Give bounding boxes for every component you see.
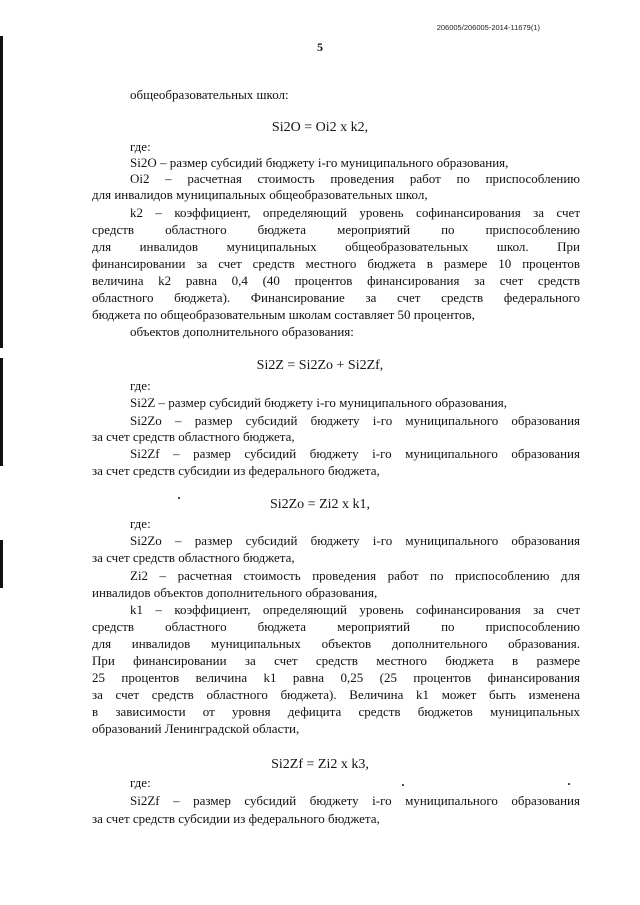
text-line: финансировании за счет средств местного бюджета в размере 10 процентов: [92, 256, 580, 271]
text-line: образований Ленинградской области,: [92, 721, 300, 736]
text-line: При финансировании за счет средств местного бюджета в размере: [92, 653, 580, 668]
page-number: 5: [317, 40, 323, 54]
text-line: Si2Zo – размер субсидий бюджету i-го муниципального образования: [130, 413, 580, 428]
text-line: общеобразовательных школ:: [130, 87, 289, 102]
text-line: Si2O – размер субсидий бюджету i-го муниципального образования,: [130, 155, 509, 170]
text-line: за счет средств субсидии из федерального бюджета,: [92, 811, 380, 826]
text-line: средств областного бюджета мероприятий по приспособлению: [92, 619, 580, 634]
text-line: за счет средств областного бюджета). Величина k1 может быть изменена: [92, 687, 580, 702]
text-line: Si2Zf – размер субсидий бюджету i-го муниципального образования: [130, 446, 580, 461]
text-line: где:: [130, 775, 151, 790]
text-line: где:: [130, 516, 151, 531]
formula-si2zo: Si2Zo = Zi2 x k1,: [269, 497, 371, 512]
document-id: 206005/206005-2014-11679(1): [436, 23, 540, 32]
text-line: бюджета по общеобразовательным школам составляет 50 процентов,: [92, 307, 475, 322]
text-line: величина k2 равна 0,4 (40 процентов финансирования за счет средств: [92, 273, 580, 288]
text-line: Si2Z – размер субсидий бюджету i-го муниципального образования,: [130, 395, 507, 410]
text-line: Si2Zo – размер субсидий бюджету i-го муниципального образования: [130, 533, 580, 548]
text-line: где:: [130, 378, 151, 393]
scan-edge-mark: [0, 36, 3, 348]
text-line: областного бюджета). Финансирование за счет средств федерального: [92, 290, 580, 305]
formula-si2zf: Si2Zf = Zi2 x k3,: [271, 757, 369, 772]
text-line: Si2Zf – размер субсидий бюджету i-го муниципального образования: [130, 793, 580, 808]
text-line: для инвалидов муниципальных общеобразовательных школ,: [92, 187, 428, 202]
scan-edge-mark: [0, 358, 3, 466]
text-line: для инвалидов муниципальных общеобразовательных школ. При: [92, 239, 580, 254]
text-line: средств областного бюджета мероприятий по приспособлению: [92, 222, 580, 237]
formula-si2o: Si2O = Oi2 x k2,: [271, 120, 369, 135]
formula-si2z: Si2Z = Si2Zo + Si2Zf,: [256, 358, 384, 373]
text-line: где:: [130, 139, 151, 154]
text-line: Oi2 – расчетная стоимость проведения работ по приспособлению: [130, 171, 580, 186]
text-line: в зависимости от уровня дефицита средств бюджетов муниципальных: [92, 704, 580, 719]
text-line: 25 процентов величина k1 равна 0,25 (25 процентов финансирования: [92, 670, 580, 685]
text-line: k1 – коэффициент, определяющий уровень софинансирования за счет: [130, 602, 580, 617]
scan-edge-mark: [0, 540, 3, 588]
text-line: Zi2 – расчетная стоимость проведения работ по приспособлению для: [130, 568, 580, 583]
text-line: k2 – коэффициент, определяющий уровень софинансирования за счет: [130, 205, 580, 220]
text-line: за счет средств областного бюджета,: [92, 429, 295, 444]
text-line: инвалидов объектов дополнительного образования,: [92, 585, 378, 600]
text-line: для инвалидов муниципальных объектов дополнительного образования.: [92, 636, 580, 651]
text-line: объектов дополнительного образования:: [130, 324, 354, 339]
text-line: за счет средств областного бюджета,: [92, 550, 295, 565]
text-line: за счет средств субсидии из федерального бюджета,: [92, 463, 380, 478]
